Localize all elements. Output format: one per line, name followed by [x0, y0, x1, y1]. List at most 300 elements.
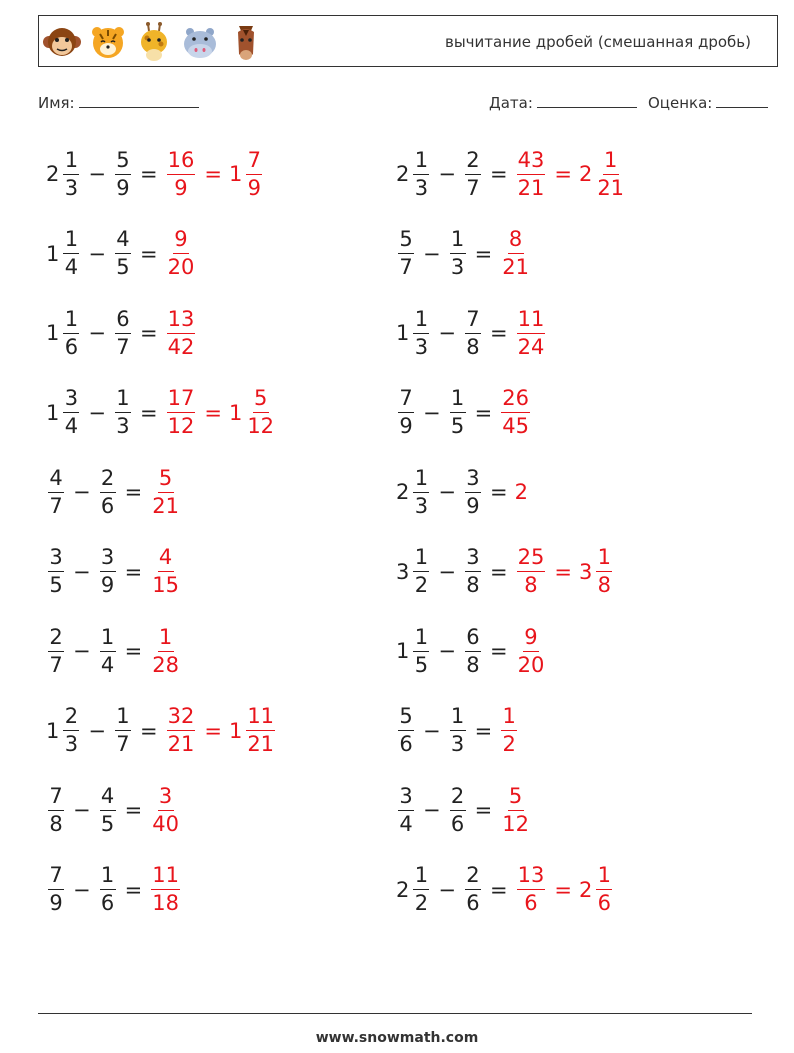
numerator: 5 — [253, 388, 269, 413]
denominator: 7 — [466, 175, 480, 200]
denominator: 2 — [414, 891, 429, 915]
equals-sign: = — [139, 718, 158, 743]
numerator: 1 — [63, 309, 79, 334]
subtrahend-fraction — [450, 706, 466, 755]
minus-sign: − — [73, 877, 91, 902]
equals-sign: = — [124, 480, 143, 504]
numerator: 7 — [465, 309, 481, 334]
subtrahend-fraction — [465, 547, 481, 596]
numerator: 1 — [158, 627, 174, 652]
minuend — [46, 388, 81, 437]
answer-mixed-fraction — [246, 147, 262, 200]
denominator: 8 — [466, 652, 480, 677]
subtrahend-fraction — [115, 229, 131, 278]
denominator: 21 — [167, 732, 195, 756]
answer — [149, 547, 182, 596]
numerator: 5 — [158, 468, 174, 493]
answer-fraction — [151, 547, 180, 596]
equals-sign: = — [139, 321, 158, 345]
equals-sign: = — [554, 877, 572, 902]
equals-sign: = — [204, 718, 222, 743]
denominator: 21 — [597, 175, 625, 200]
subtrahend-fraction — [450, 783, 466, 836]
answer-fraction — [517, 547, 546, 596]
numerator: 26 — [501, 388, 530, 413]
minus-sign: − — [438, 639, 456, 663]
name-field — [38, 93, 199, 112]
answer-mixed-fraction — [596, 865, 612, 914]
problem-item — [396, 780, 532, 840]
whole-part: 2 — [396, 162, 410, 186]
answer — [149, 865, 182, 914]
denominator: 4 — [399, 811, 413, 836]
whole-part: 2 — [578, 877, 593, 902]
answer-fraction — [151, 624, 180, 677]
denominator: 8 — [524, 573, 538, 597]
problem-item — [396, 462, 528, 522]
numerator: 3 — [158, 786, 174, 811]
denominator: 8 — [466, 573, 480, 597]
numerator: 7 — [398, 388, 414, 413]
numerator: 25 — [517, 547, 546, 572]
numerator: 9 — [173, 229, 189, 254]
problem-item — [46, 860, 182, 920]
numerator: 5 — [398, 706, 414, 731]
minuend-fraction — [398, 229, 414, 278]
denominator: 8 — [49, 811, 63, 836]
minuend-fraction — [413, 147, 429, 200]
numerator: 1 — [100, 865, 116, 890]
denominator: 3 — [414, 493, 429, 518]
numerator: 1 — [450, 706, 466, 731]
denominator: 9 — [116, 175, 130, 200]
whole-part: 2 — [396, 480, 410, 504]
equals-sign: = — [204, 162, 222, 186]
problem-item — [46, 224, 197, 284]
minus-sign: − — [73, 798, 91, 822]
denominator: 3 — [64, 175, 79, 200]
answer-mixed-fraction — [596, 147, 625, 200]
equals-sign: = — [124, 559, 143, 584]
answer — [499, 229, 532, 278]
equals-sign: = — [489, 321, 508, 345]
equals-sign: = — [554, 162, 572, 186]
numerator: 32 — [167, 706, 196, 731]
numerator: 2 — [48, 627, 64, 652]
minus-sign: − — [73, 559, 91, 584]
equals-sign: = — [474, 241, 493, 266]
denominator: 6 — [450, 811, 465, 836]
denominator: 21 — [502, 255, 529, 279]
numerator: 1 — [63, 229, 79, 254]
problem-item — [46, 780, 182, 840]
problem-item — [396, 224, 532, 284]
denominator: 7 — [49, 493, 63, 518]
numerator: 11 — [246, 706, 275, 731]
numerator: 4 — [48, 468, 64, 493]
equals-sign: = — [474, 400, 493, 425]
denominator: 12 — [502, 811, 529, 836]
minuend — [46, 624, 66, 677]
equals-sign: = — [474, 798, 493, 822]
numerator: 6 — [465, 627, 481, 652]
minuend — [46, 783, 66, 836]
answer-fraction — [501, 783, 530, 836]
denominator: 3 — [64, 732, 79, 756]
numerator: 3 — [465, 468, 481, 493]
minuend — [396, 306, 431, 359]
whole-part: 2 — [578, 162, 593, 186]
minuend — [46, 706, 81, 755]
whole-part: 1 — [228, 400, 243, 425]
date-field — [489, 93, 637, 112]
answer — [515, 480, 528, 504]
problem-item — [396, 303, 547, 363]
answer-whole: 2 — [514, 480, 528, 504]
answer-fraction — [517, 865, 546, 914]
numerator: 1 — [603, 150, 619, 175]
subtrahend-fraction — [115, 147, 131, 200]
minuend — [396, 706, 416, 755]
minuend-fraction — [413, 624, 429, 677]
denominator: 6 — [399, 732, 413, 756]
denominator: 40 — [152, 811, 179, 836]
numerator: 1 — [450, 229, 466, 254]
numerator: 2 — [465, 865, 481, 890]
denominator: 6 — [100, 493, 115, 518]
answer-fraction — [167, 147, 196, 200]
answer-fraction — [501, 388, 530, 437]
denominator: 4 — [100, 652, 115, 677]
numerator: 5 — [398, 229, 414, 254]
denominator: 21 — [152, 493, 179, 518]
footer-divider — [38, 1013, 752, 1014]
answer-mixed — [579, 547, 614, 596]
problem-item — [396, 144, 627, 204]
denominator: 45 — [502, 414, 529, 438]
minuend-fraction — [63, 147, 79, 200]
subtrahend-fraction — [115, 706, 131, 755]
equals-sign: = — [489, 162, 508, 186]
answer — [165, 306, 198, 359]
monkey-icon — [42, 20, 82, 64]
equals-sign: = — [489, 559, 508, 584]
numerator: 1 — [596, 865, 612, 890]
minus-sign: − — [88, 321, 106, 345]
minuend-fraction — [413, 465, 429, 518]
problem-item — [46, 621, 182, 681]
minuend — [396, 388, 416, 437]
numerator: 1 — [63, 150, 79, 175]
denominator: 21 — [247, 732, 275, 756]
numerator: 8 — [508, 229, 524, 254]
minuend-fraction — [48, 465, 64, 518]
numerator: 4 — [115, 229, 131, 254]
answer — [515, 147, 627, 200]
numerator: 11 — [151, 865, 180, 890]
whole-part: 1 — [46, 241, 60, 266]
minuend-fraction — [48, 547, 64, 596]
denominator: 7 — [116, 732, 130, 756]
problem-item — [46, 701, 277, 761]
footer-site: www.snowmath.com — [315, 1030, 479, 1046]
denominator: 9 — [466, 493, 480, 518]
denominator: 20 — [167, 255, 195, 279]
grade-label: Оценка: — [648, 94, 713, 112]
subtrahend-fraction — [115, 388, 131, 437]
answer-fraction — [517, 147, 546, 200]
answer — [515, 865, 615, 914]
denominator: 9 — [100, 573, 115, 597]
equals-sign: = — [124, 798, 143, 822]
minuend — [396, 147, 431, 200]
answer-fraction — [167, 229, 196, 278]
whole-part: 1 — [396, 321, 410, 345]
denominator: 6 — [64, 334, 79, 359]
answer — [499, 388, 532, 437]
minus-sign: − — [73, 639, 91, 663]
whole-part: 2 — [46, 162, 60, 186]
denominator: 15 — [152, 573, 179, 597]
whole-part: 1 — [396, 639, 410, 663]
denominator: 9 — [174, 175, 188, 200]
minuend-fraction — [398, 388, 414, 437]
problem-item — [46, 303, 197, 363]
equals-sign: = — [204, 400, 222, 425]
problem-item — [396, 383, 532, 443]
worksheet-title: вычитание дробей (смешанная дробь) — [444, 33, 751, 51]
numerator: 1 — [596, 547, 612, 572]
subtrahend-fraction — [100, 783, 116, 836]
denominator: 5 — [100, 811, 115, 836]
minus-sign: − — [73, 480, 91, 504]
answer — [165, 706, 277, 755]
denominator: 7 — [116, 334, 130, 359]
subtrahend-fraction — [115, 306, 131, 359]
whole-part: 1 — [46, 400, 60, 425]
whole-part: 3 — [396, 559, 410, 584]
equals-sign: = — [139, 162, 158, 186]
numerator: 2 — [465, 150, 481, 175]
minuend — [396, 624, 431, 677]
date-line[interactable] — [537, 93, 637, 108]
minuend-fraction — [63, 306, 79, 359]
subtrahend-fraction — [465, 624, 481, 677]
minuend — [396, 547, 431, 596]
subtrahend-fraction — [100, 547, 116, 596]
numerator: 3 — [465, 547, 481, 572]
denominator: 3 — [450, 732, 465, 756]
answer-mixed-fraction — [596, 547, 612, 596]
denominator: 24 — [517, 334, 545, 359]
minus-sign: − — [438, 559, 456, 584]
hippo-icon — [180, 20, 220, 64]
denominator: 5 — [116, 255, 130, 279]
subtrahend-fraction — [450, 388, 466, 437]
answer-fraction — [151, 465, 180, 518]
answer-fraction — [501, 706, 517, 755]
denominator: 9 — [399, 414, 413, 438]
whole-part: 1 — [228, 162, 243, 186]
minus-sign: − — [88, 162, 106, 186]
denominator: 20 — [517, 652, 545, 677]
tiger-icon — [88, 20, 128, 64]
minuend — [46, 547, 66, 596]
denominator: 7 — [49, 652, 63, 677]
minuend-fraction — [48, 624, 64, 677]
minuend — [46, 465, 66, 518]
minuend-fraction — [413, 306, 429, 359]
denominator: 4 — [64, 255, 79, 279]
minus-sign: − — [438, 877, 456, 902]
denominator: 5 — [49, 573, 63, 597]
answer-mixed-fraction — [246, 388, 275, 437]
answer-mixed — [578, 147, 627, 200]
denominator: 3 — [414, 175, 429, 200]
numerator: 17 — [167, 388, 196, 413]
minuend-fraction — [398, 706, 414, 755]
denominator: 6 — [597, 891, 611, 915]
numerator: 5 — [508, 786, 524, 811]
denominator: 3 — [414, 334, 429, 359]
numerator: 2 — [100, 468, 116, 493]
grade-line[interactable] — [716, 93, 768, 108]
answer-fraction — [501, 229, 530, 278]
problem-item — [396, 542, 614, 602]
minuend — [46, 865, 66, 914]
numerator: 1 — [115, 388, 131, 413]
minuend — [396, 465, 431, 518]
denominator: 6 — [466, 891, 480, 915]
denominator: 2 — [502, 732, 516, 756]
subtrahend-fraction — [100, 465, 116, 518]
minus-sign: − — [423, 400, 441, 425]
answer-mixed — [229, 388, 277, 437]
minuend-fraction — [413, 865, 429, 914]
answer — [515, 624, 548, 677]
numerator: 11 — [517, 309, 546, 334]
answer-mixed — [229, 706, 277, 755]
numerator: 1 — [413, 627, 429, 652]
numerator: 3 — [63, 388, 79, 413]
subtrahend-fraction — [465, 465, 481, 518]
problem-item — [396, 621, 547, 681]
minus-sign: − — [438, 162, 456, 186]
subtrahend-fraction — [100, 865, 116, 914]
denominator: 8 — [597, 573, 611, 597]
minus-sign: − — [88, 400, 106, 425]
denominator: 9 — [247, 175, 261, 200]
numerator: 2 — [450, 786, 466, 811]
subtrahend-fraction — [465, 306, 481, 359]
numerator: 13 — [517, 865, 546, 890]
minus-sign: − — [438, 480, 456, 504]
answer — [149, 783, 182, 836]
whole-part: 3 — [578, 559, 593, 584]
denominator: 3 — [116, 414, 130, 438]
problem-item — [396, 701, 519, 761]
denominator: 28 — [152, 652, 179, 677]
minuend-fraction — [63, 388, 79, 437]
numerator: 1 — [450, 388, 466, 413]
denominator: 5 — [414, 652, 429, 677]
denominator: 42 — [167, 334, 195, 359]
whole-part: 1 — [46, 321, 60, 345]
whole-part: 1 — [46, 718, 60, 743]
numerator: 1 — [501, 706, 517, 731]
denominator: 7 — [399, 255, 413, 279]
subtrahend-fraction — [100, 624, 116, 677]
minuend-fraction — [63, 706, 79, 755]
minuend — [396, 783, 416, 836]
equals-sign: = — [489, 639, 508, 663]
whole-part: 1 — [228, 718, 243, 743]
answer-fraction — [517, 624, 546, 677]
answer — [149, 465, 182, 518]
minuend — [46, 229, 81, 278]
numerator: 1 — [413, 468, 429, 493]
answer-mixed — [228, 147, 264, 200]
numerator: 3 — [398, 786, 414, 811]
equals-sign: = — [124, 639, 143, 663]
numerator: 6 — [115, 309, 131, 334]
denominator: 9 — [49, 891, 63, 915]
denominator: 18 — [152, 891, 179, 915]
problem-item — [46, 542, 182, 602]
denominator: 6 — [524, 891, 538, 915]
minus-sign: − — [423, 718, 441, 743]
answer-mixed-fraction — [246, 706, 275, 755]
denominator: 12 — [167, 414, 195, 438]
numerator: 4 — [100, 786, 116, 811]
numerator: 3 — [100, 547, 116, 572]
equals-sign: = — [139, 400, 158, 425]
answer-fraction — [167, 306, 196, 359]
minus-sign: − — [88, 241, 106, 266]
numerator: 2 — [63, 706, 79, 731]
minuend-fraction — [48, 865, 64, 914]
minus-sign: − — [438, 321, 456, 345]
date-label: Дата: — [489, 94, 533, 112]
answer-fraction — [151, 865, 180, 914]
problem-item — [46, 462, 182, 522]
numerator: 43 — [517, 150, 546, 175]
grade-field — [648, 93, 768, 112]
answer — [165, 229, 198, 278]
numerator: 3 — [48, 547, 64, 572]
denominator: 21 — [517, 175, 545, 200]
answer-fraction — [517, 306, 546, 359]
equals-sign: = — [124, 877, 143, 902]
minuend — [46, 147, 81, 200]
name-line[interactable] — [79, 93, 199, 108]
subtrahend-fraction — [450, 229, 466, 278]
answer — [515, 547, 615, 596]
denominator: 12 — [247, 414, 275, 438]
denominator: 3 — [450, 255, 465, 279]
numerator: 1 — [413, 150, 429, 175]
numerator: 16 — [167, 150, 196, 175]
minuend — [396, 229, 416, 278]
equals-sign: = — [489, 480, 508, 504]
numerator: 1 — [115, 706, 131, 731]
denominator: 5 — [450, 414, 465, 438]
answer-fraction — [151, 783, 180, 836]
answer-mixed — [579, 865, 614, 914]
answer — [165, 388, 277, 437]
minuend-fraction — [413, 547, 429, 596]
numerator: 1 — [413, 865, 429, 890]
